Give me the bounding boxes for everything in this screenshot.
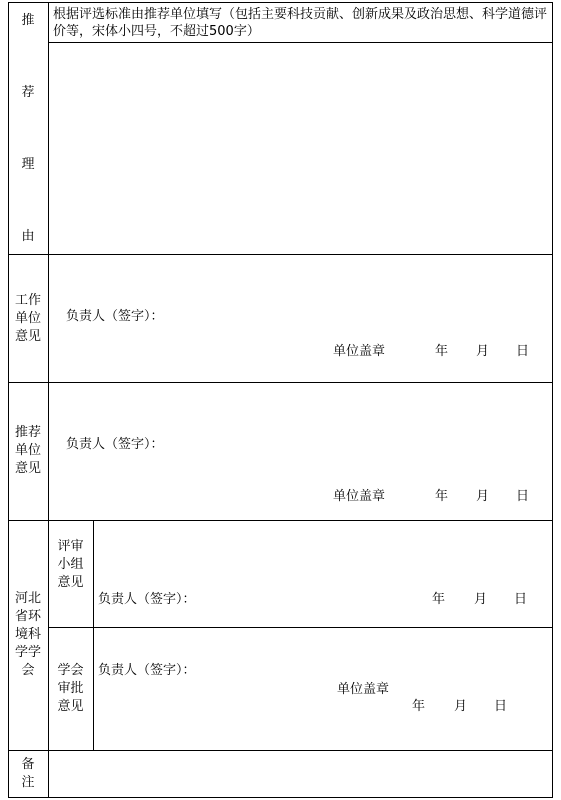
label-line: 会 bbox=[21, 663, 35, 678]
label-line: 境科 bbox=[14, 627, 41, 642]
row-divider-3 bbox=[8, 520, 553, 521]
recommend-unit-year-label: 年 bbox=[435, 489, 449, 504]
review-group-year-label: 年 bbox=[432, 592, 446, 607]
work-unit-seal-label: 单位盖章 bbox=[333, 344, 386, 359]
row-divider-2 bbox=[8, 382, 553, 383]
review-group-month-label: 月 bbox=[474, 592, 488, 607]
recommend-unit-seal-label: 单位盖章 bbox=[333, 489, 386, 504]
label-line: 意见 bbox=[57, 575, 84, 590]
label-line: 学会 bbox=[57, 663, 84, 678]
label-line: 评审 bbox=[57, 539, 84, 554]
label-line: 注 bbox=[21, 775, 35, 790]
label-line: 审批 bbox=[57, 681, 84, 696]
approval-signer-label: 负责人（签字）： bbox=[98, 663, 196, 678]
table-border-bottom bbox=[8, 797, 553, 798]
approval-year-label: 年 bbox=[412, 699, 426, 714]
work-unit-year-label: 年 bbox=[435, 344, 449, 359]
table-border-right bbox=[552, 2, 553, 798]
label-line: 单位 bbox=[14, 443, 41, 458]
review-group-signer-label: 负责人（签字）： bbox=[98, 592, 196, 607]
label-char: 推 bbox=[21, 13, 35, 28]
society-sublabel-divider bbox=[93, 520, 94, 751]
label-line: 意见 bbox=[57, 699, 84, 714]
label-line: 推荐 bbox=[14, 425, 41, 440]
work-unit-signer-label: 负责人（签字）： bbox=[66, 309, 164, 324]
label-line: 河北 bbox=[14, 591, 41, 606]
work-unit-month-label: 月 bbox=[476, 344, 490, 359]
label-line: 工作 bbox=[14, 293, 41, 308]
remarks-input-area[interactable] bbox=[49, 751, 552, 797]
label-line: 意见 bbox=[14, 461, 41, 476]
recommend-reason-label bbox=[8, 12, 48, 248]
label-line: 省环 bbox=[14, 609, 41, 624]
label-char: 由 bbox=[21, 229, 35, 244]
society-sub-divider bbox=[48, 627, 553, 628]
label-line: 小组 bbox=[57, 557, 84, 572]
approval-seal-label: 单位盖章 bbox=[337, 682, 390, 697]
recommend-unit-month-label: 月 bbox=[476, 489, 490, 504]
recommend-unit-opinion-label bbox=[8, 424, 48, 478]
recommend-reason-instruction: 根据评选标准由推荐单位填写（包括主要科技贡献、创新成果及政治思想、科学道德评价等，宋体小四号，不超过500字） bbox=[53, 7, 548, 39]
recommend-reason-input-area[interactable] bbox=[49, 43, 552, 254]
work-unit-day-label: 日 bbox=[516, 344, 530, 359]
row-divider-1 bbox=[8, 254, 553, 255]
approval-day-label: 日 bbox=[494, 699, 508, 714]
label-char: 荐 bbox=[21, 85, 35, 100]
label-line: 意见 bbox=[14, 329, 41, 344]
label-line: 单位 bbox=[14, 311, 41, 326]
review-group-day-label: 日 bbox=[514, 592, 528, 607]
review-group-label bbox=[48, 538, 93, 592]
recommend-unit-day-label: 日 bbox=[516, 489, 530, 504]
table-border-top bbox=[8, 2, 553, 3]
society-label bbox=[8, 590, 48, 680]
remarks-label bbox=[8, 756, 48, 792]
approval-month-label: 月 bbox=[454, 699, 468, 714]
label-line: 学学 bbox=[14, 645, 41, 660]
approval-label bbox=[48, 662, 93, 716]
recommend-unit-signer-label: 负责人（签字）： bbox=[66, 437, 164, 452]
label-char: 理 bbox=[21, 157, 35, 172]
work-unit-opinion-label bbox=[8, 292, 48, 346]
label-line: 备 bbox=[21, 757, 35, 772]
